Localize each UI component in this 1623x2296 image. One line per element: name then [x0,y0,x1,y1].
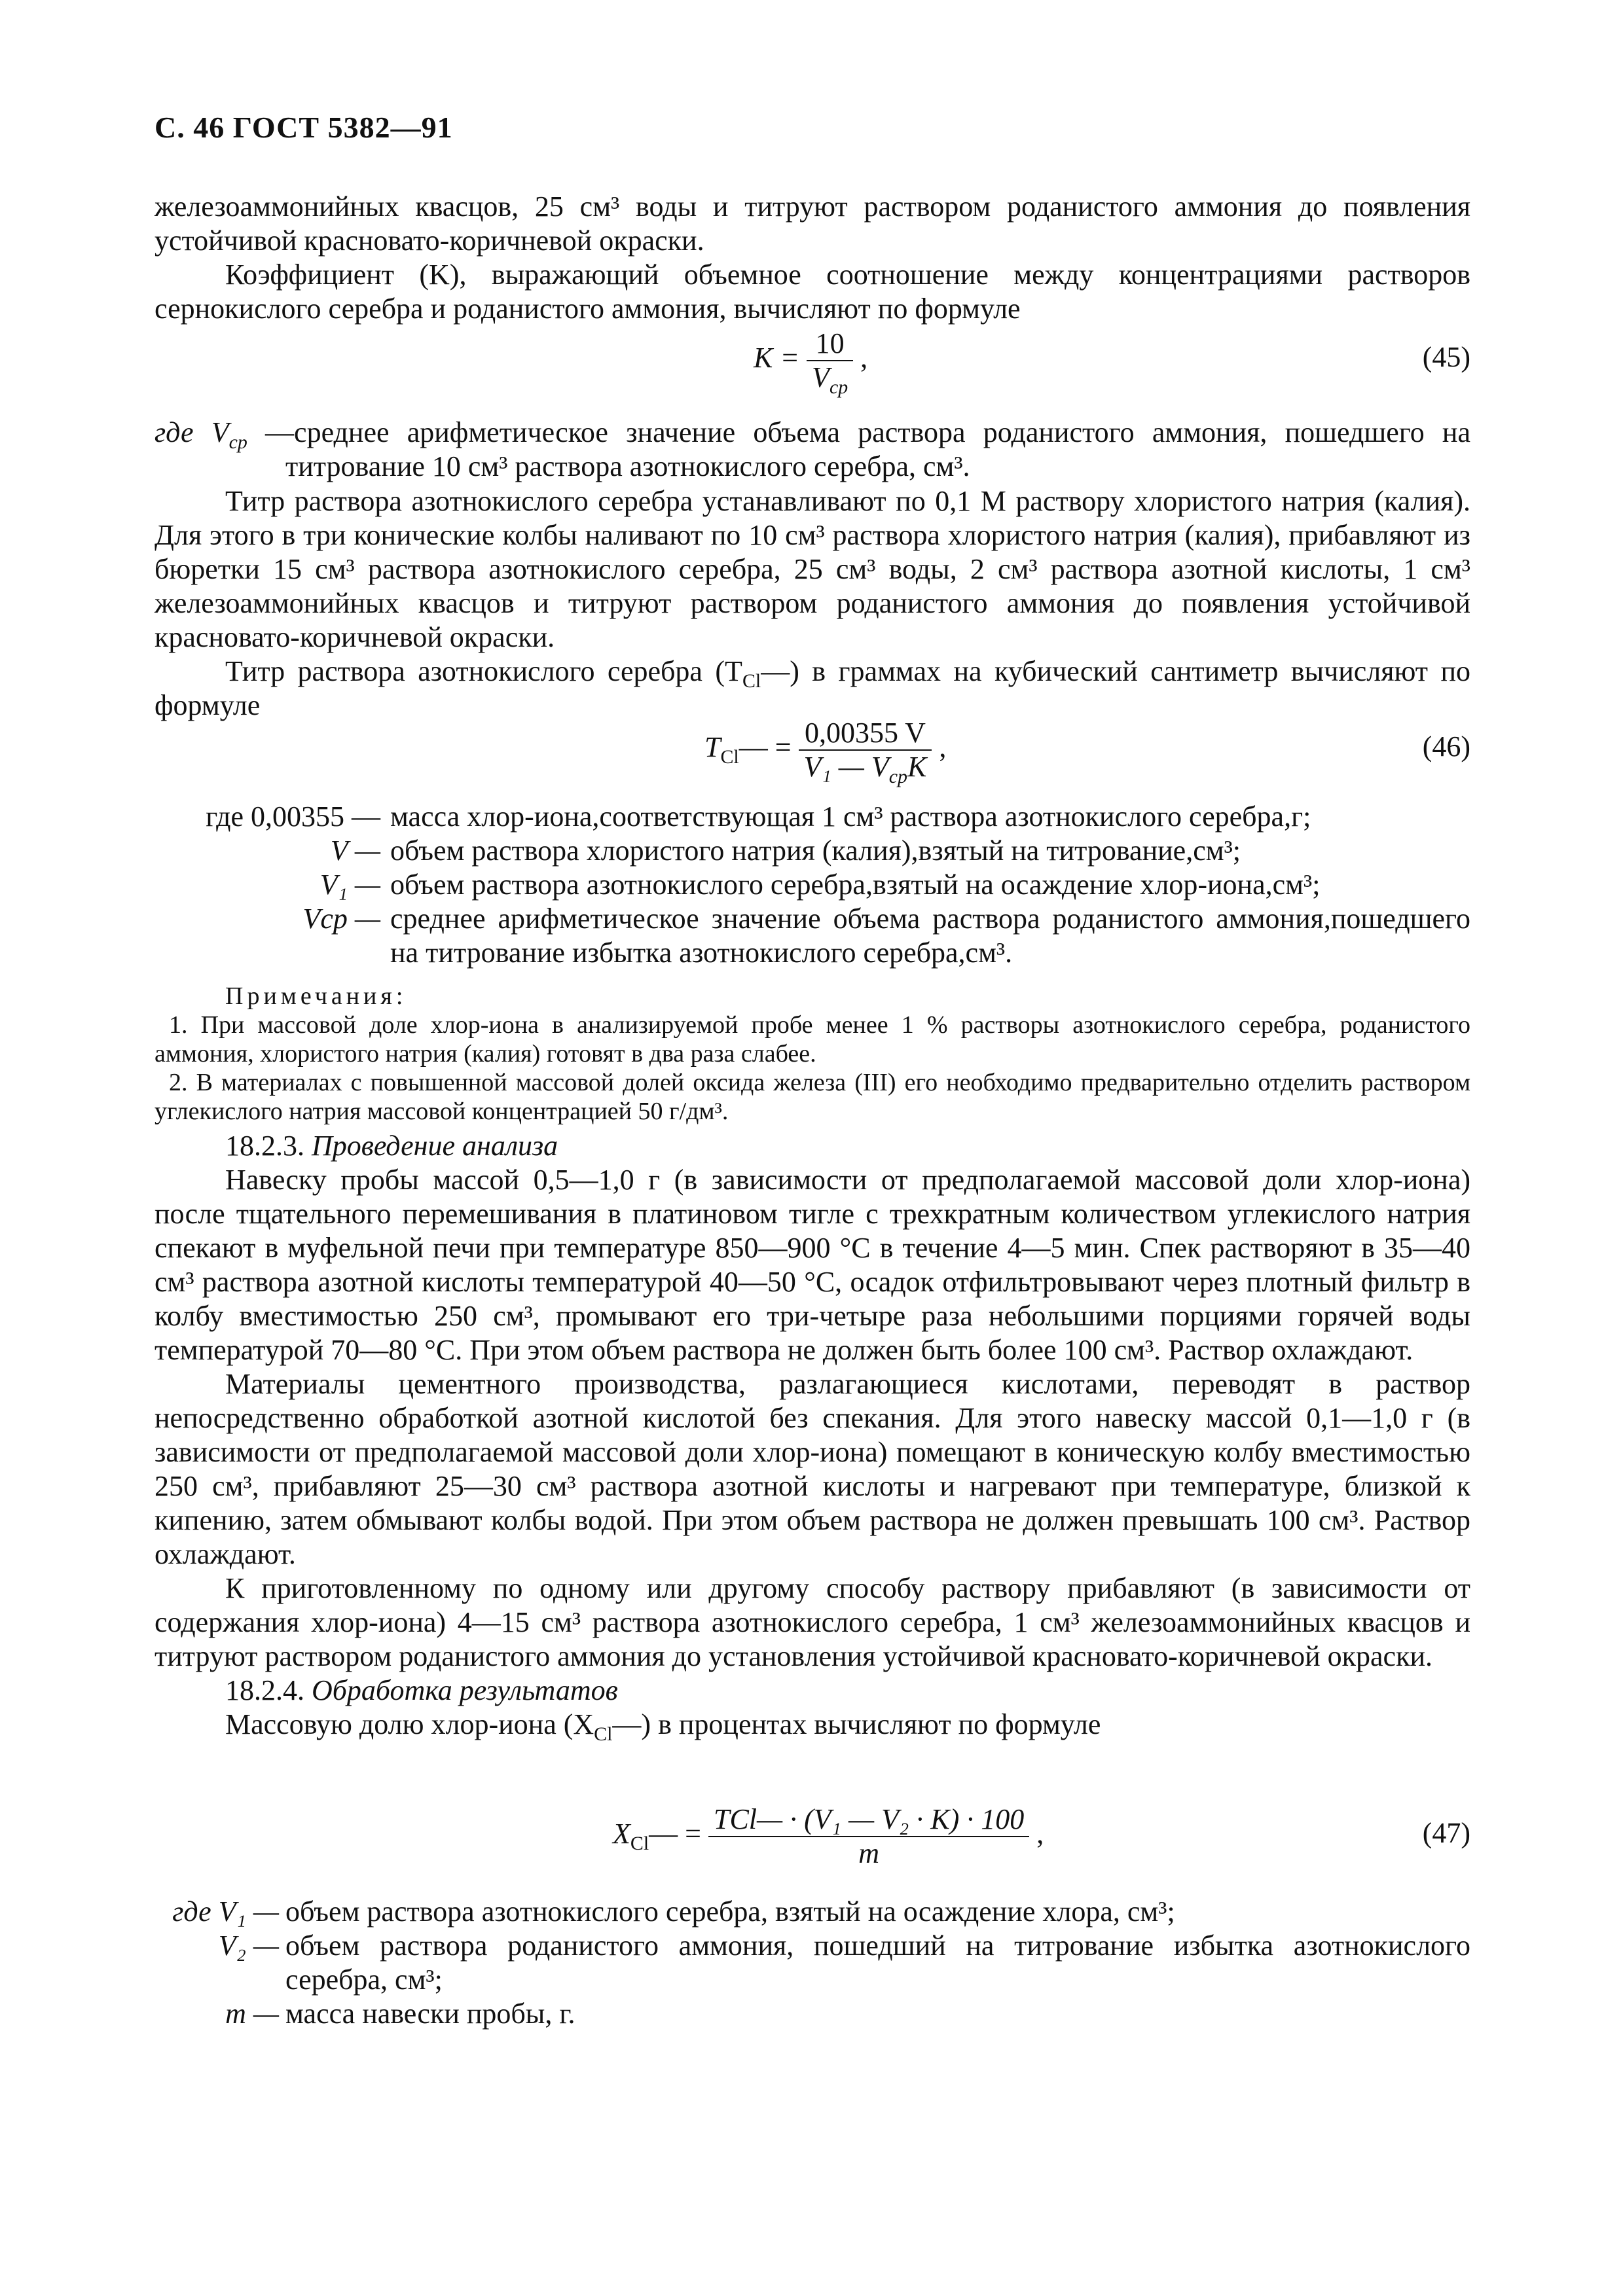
def-47-sym: V₂ — [218,1929,279,1962]
paragraph-titration: К приготовленному по одному или другому способу раствору прибавляют (в зависимости от содержания хлор-иона) 4—15 см³ раствора азотнокислого серебра, 1 см³ железоаммонийных квасцов и титруют раствором роданистого аммония до установления устойчивой красновато-коричневой окраски. [155,1572,1470,1672]
formula-47-lhs: X [613,1818,630,1850]
def-46-sym: Vср — [302,903,380,935]
formula-46-fraction [799,717,932,787]
formula-45-fraction [807,327,853,398]
def-47-row [155,1929,1470,1997]
paragraph-sample-prep: Навеску пробы массой 0,5—1,0 г (в зависимости от предполагаемой массовой доли хлор-иона) после тщательного перемешивания в платиновом тигле с трехкратным количеством углекислого натрия спекают в муфельной печи при температуре 850—900 °С в течение 4—5 мин. Спек растворяют в 35—40 см³ раствора азотной кислоты температурой 40—50 °С, осадок отфильтровывают через плотный фильтр в колбу вместимостью 250 см³, промывают его три-четыре раза небольшими порциями горячей воды температурой 70—80 °С. При этом объем раствора не должен быть более 100 см³. Раствор охлаждают. [155,1164,1470,1366]
def-46-text: объем раствора азотнокислого серебра,взятый на осаждение хлор-иона,см³; [390,869,1321,901]
def-46-sym: V₁ — [319,869,380,901]
formula-46-den-b: K [907,751,927,783]
formula-45-numerator: 10 [807,327,853,361]
def-47-text: объем раствора азотнокислого серебра, взятый на осаждение хлора, см³; [285,1895,1175,1928]
section-18-2-3 [155,1129,1470,1745]
p8-tail: —) в процентах вычисляют по формуле [612,1708,1101,1740]
formula-46-lhs: T [704,731,721,764]
formula-46-denominator [799,751,932,787]
def-45-text: —среднее арифметическое значение объема раствора роданистого аммония, пошедшего на титрование 10 см³ раствора азотнокислого серебра, см³. [247,416,1470,482]
p8-sub: Cl [594,1723,613,1745]
formula-47-denominator: m [858,1837,880,1869]
formula-47-fraction [708,1803,1029,1870]
def-46-row [155,868,1470,902]
body-block-2 [155,484,1470,723]
p8-text: Массовую долю хлор-иона (X [225,1708,594,1740]
def-45-block [155,416,1470,484]
def-47-text: масса навески пробы, г. [285,1998,575,2030]
formula-45-number: (45) [1422,341,1470,373]
formula-46-comma: , [939,731,947,764]
note-item [155,1011,1470,1068]
formula-45-lhs: K = [754,342,800,374]
notes-block [155,982,1470,1126]
def-47-sym: где V₁ — [172,1895,279,1928]
paragraph-coefficient: Коэффициент (K), выражающий объемное соотношение между концентрациями растворов сернокислого серебра и роданистого аммония, вычисляют по формуле [155,259,1470,325]
def-47-sym: m — [225,1998,279,2030]
def-46-row [155,834,1470,868]
note-1-text: 1. При массовой доле хлор-иона в анализируемой пробе менее 1 % растворы азотнокислого серебра, роданистого аммония, хлористого натрия (калия) готовят в два раза слабее. [155,1011,1470,1067]
paragraph-cement-materials: Материалы цементного производства, разлагающиеся кислотами, переводят в раствор непосредственно обработкой азотной кислотой без спекания. Для этого навеску массой 0,1—1,0 г (в зависимости от предполагаемой массовой доли хлор-иона) помещают в коническую колбу вместимостью 250 см³, прибавляют 25—30 см³ раствора азотной кислоты и нагревают при температуре, близкой к кипению, затем обмывают колбы водой. При этом объем раствора не должен превышать 100 см³. Раствор охлаждают. [155,1368,1470,1570]
def-46-row [155,902,1470,970]
def-46-sym: где 0,00355 — [206,800,380,833]
formula-47-lhs-tail: — = [649,1818,701,1850]
body-block-1 [155,190,1470,326]
def-45 [155,416,1470,484]
def-47-row [155,1895,1470,1929]
paragraph-titer-formula [155,655,1470,723]
formula-47-number: (47) [1422,1817,1470,1849]
formula-47-expr [613,1803,1044,1870]
formula-46-numerator: 0,00355 V [799,717,932,751]
formula-45-denominator [807,361,853,398]
p4-sub: Cl [742,670,761,692]
formula-47-comma: , [1036,1818,1044,1850]
note-item [155,1068,1470,1126]
p4-tail: —) в граммах на кубический сантиметр вычисляют по формуле [155,655,1471,721]
def-47-row [155,1997,1470,2031]
formula-46 [155,717,1470,795]
formula-45-den-sub: ср [829,376,848,398]
def-46-sym: V — [330,834,380,867]
note-2-text: 2. В материалах с повышенной массовой долей оксида железа (III) его необходимо предварительно отделить раствором углекислого натрия массовой концентрацией 50 г/дм³. [155,1069,1470,1125]
def-47-text: объем раствора роданистого аммония, пошедший на титрование избытка азотнокислого серебра, см³; [285,1929,1470,1996]
defs-47 [155,1895,1470,2031]
formula-47 [155,1803,1470,1882]
section-number: 18.2.4. [225,1674,304,1706]
formula-46-den-sub: ср [888,765,907,787]
formula-46-lhs-sub: Cl [720,745,739,768]
formula-47-numerator: TCl— · (V₁ — V₂ · K) · 100 [708,1803,1029,1837]
formula-46-number: (46) [1422,730,1470,762]
formula-46-expr [704,717,947,787]
def-46-text: объем раствора хлористого натрия (калия),взятый на титрование,см³; [390,834,1241,867]
section-title: Обработка результатов [312,1674,618,1706]
notes-title: Примечания: [225,982,407,1010]
section-number: 18.2.3. [225,1130,304,1162]
formula-47-lhs-sub: Cl [630,1832,649,1854]
section-heading [155,1674,1470,1708]
formula-45-den-symbol: V [812,361,830,393]
section-heading [155,1129,1470,1163]
def-46-row [155,800,1470,834]
formula-45-comma: , [860,342,868,374]
def-46-text: масса хлор-иона,соответствующая 1 см³ раствора азотнокислого серебра,г; [390,800,1311,833]
paragraph-continuation: железоаммонийных квасцов, 25 см³ воды и титруют раствором роданистого аммония до появления устойчивой красновато-коричневой окраски. [155,190,1470,257]
def-46-text: среднее арифметическое значение объема раствора роданистого аммония,пошедшего на титрование избытка азотнокислого серебра,см³. [390,903,1470,969]
formula-45 [155,327,1470,406]
paragraph-titer: Титр раствора азотнокислого серебра устанавливают по 0,1 М раствору хлористого натрия (калия). Для этого в три конические колбы наливают по 10 см³ раствора хлористого натрия (калия), прибавляют из бюретки 15 см³ раствора азотнокислого серебра, 25 см³ воды, 2 см³ раствора азотной кислоты, 1 см³ железоаммонийных квасцов и титруют раствором роданистого аммония до появления устойчивой красновато-коричневой окраски. [155,485,1470,653]
defs-46 [155,800,1470,970]
paragraph-mass-fraction [155,1708,1470,1745]
section-title: Проведение анализа [312,1130,558,1162]
formula-46-den-a: V₁ — V [803,751,889,783]
page-header: С. 46 ГОСТ 5382—91 [155,111,453,144]
formula-45-expr [754,327,868,398]
def-45-lead-sub: ср [228,431,247,453]
def-45-lead: где V [155,416,229,448]
p4-text: Титр раствора азотнокислого серебра (T [225,655,742,687]
formula-46-lhs-tail: — = [739,731,792,764]
